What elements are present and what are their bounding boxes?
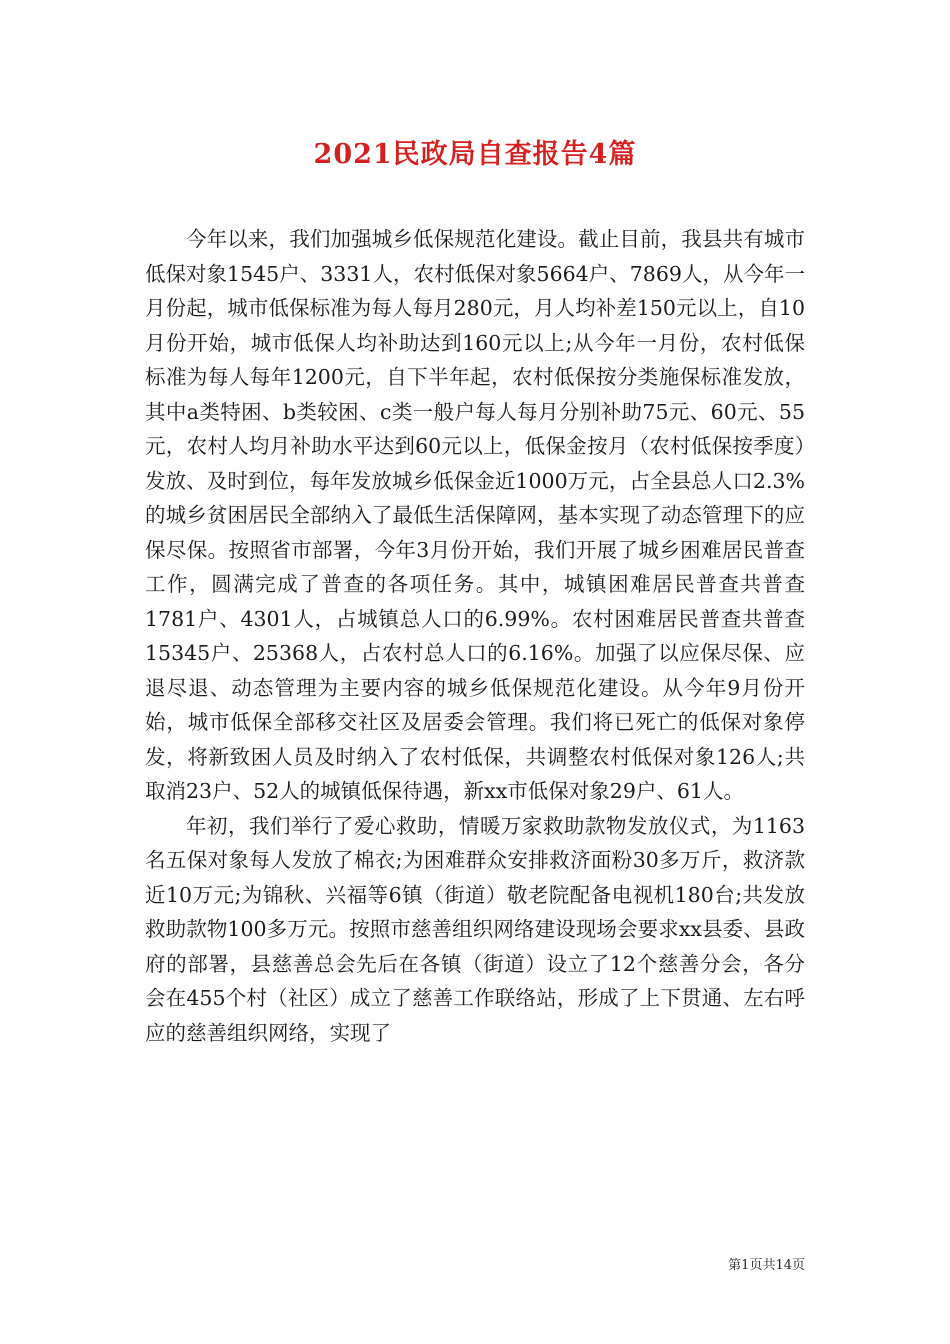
document-title: 2021民政局自查报告4篇 (313, 139, 637, 170)
paragraph-1: 今年以来，我们加强城乡低保规范化建设。截止目前，我县共有城市低保对象1545户、3331人，农村低保对象5664户、7869人，从今年一月份起，城市低保标准为每人每月280元，月人均补差150元以上，自10月份开始，城市低保人均补助达到160元以上;从今年一月份，农村低保标准为每人每年1200元，自下半年起，农村低保按分类施保标准发放，其中a类特困、b类较困、c类一般户每人每月分别补助75元、60元、55元，农村人均月补助水平达到60元以上，低保金按月（农村低保按季度）发放、及时到位，每年发放城乡低保金近1000万元，占全县总人口2.3%的城乡贫困居民全部纳入了最低生活保障网，基本实现了动态管理下的应保尽保。按照省市部署，今年3月份开始，我们开展了城乡困难居民普查工作，圆满完成了普查的各项任务。其中，城镇困难居民普查共普查1781户、4301人，占城镇总人口的6.99%。农村困难居民普查共普查15345户、25368人，占农村总人口的6.16%。加强了以应保尽保、应退尽退、动态管理为主要内容的城乡低保规范化建设。从今年9月份开始，城市低保全部移交社区及居委会管理。我们将已死亡的低保对象停发，将新致困人员及时纳入了农村低保，共调整农村低保对象126人;共取消23户、52人的城镇低保待遇，新xx市低保对象29户、61人。 (145, 227, 805, 803)
page-number: 第1页共14页 (728, 1258, 805, 1273)
paragraph-2: 年初，我们举行了爱心救助，情暖万家救助款物发放仪式，为1163名五保对象每人发放了棉衣;为困难群众安排救济面粉30多万斤，救济款近10万元;为锦秋、兴福等6镇（街道）敬老院配备电视机180台;共发放救助款物100多万元。按照市慈善组织网络建设现场会要求xx县委、县政府的部署，县慈善总会先后在各镇（街道）设立了12个慈善分会，各分会在455个村（社区）成立了慈善工作联络站，形成了上下贯通、左右呼应的慈善组织网络，实现了 (145, 813, 805, 1045)
document-body (145, 222, 805, 1050)
